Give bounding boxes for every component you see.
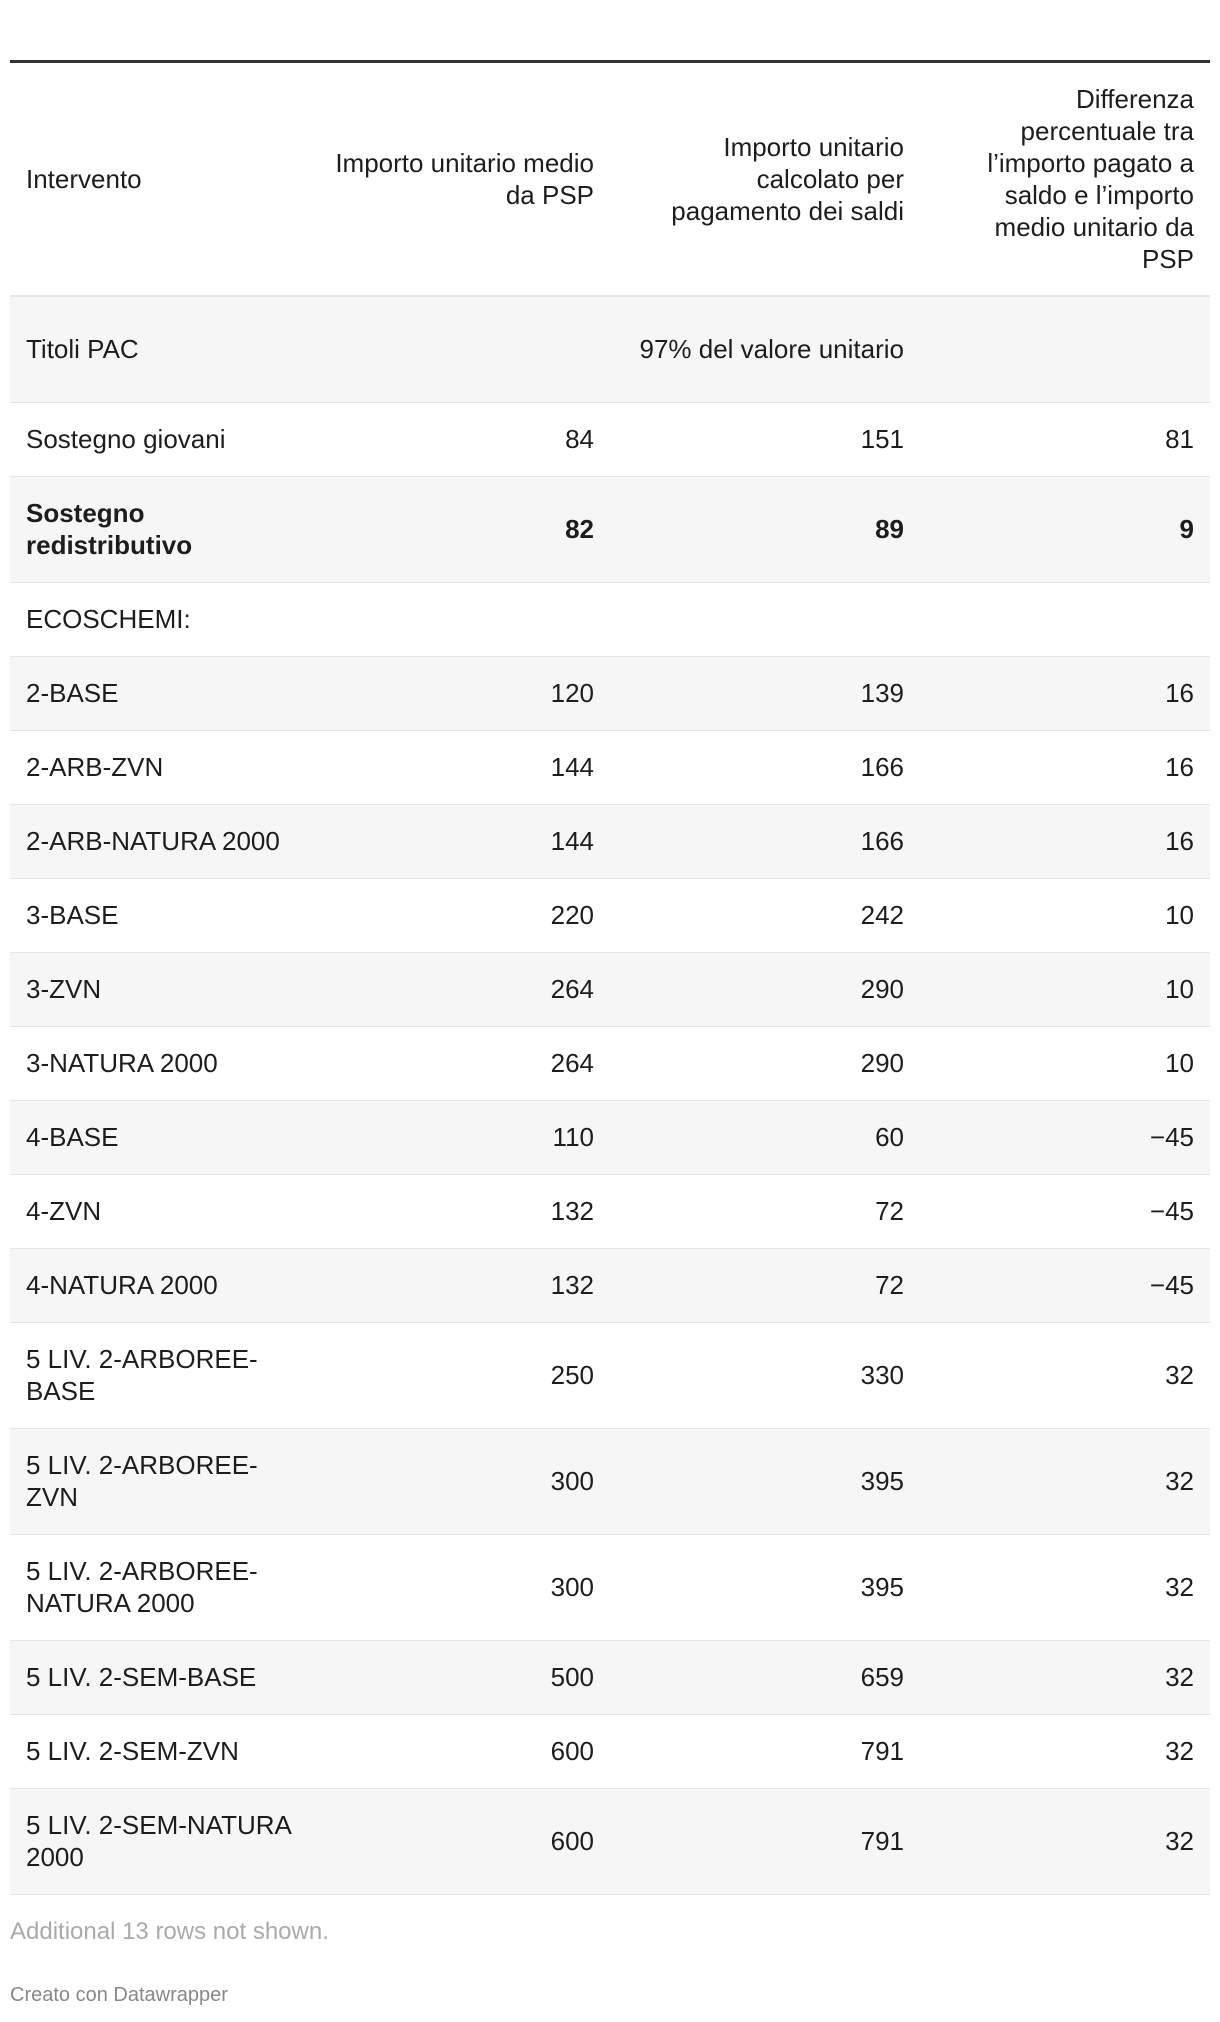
cell-intervento: 5 LIV. 2-SEM-BASE — [10, 1640, 310, 1714]
cell-importo-medio: 600 — [310, 1788, 610, 1894]
cell-differenza: 32 — [920, 1640, 1210, 1714]
table-header — [10, 63, 1210, 296]
cell-importo-saldi: 89 — [610, 476, 920, 582]
header-importo-saldi[interactable]: Importo unitario calcolato per pagamento dei saldi — [610, 63, 920, 296]
cell-importo-saldi: 791 — [610, 1788, 920, 1894]
cell-importo-saldi: 139 — [610, 656, 920, 730]
cell-importo-medio: 300 — [310, 1534, 610, 1640]
cell-intervento: 2-ARB-ZVN — [10, 730, 310, 804]
cell-differenza: −45 — [920, 1100, 1210, 1174]
header-row — [10, 63, 1210, 296]
cell-importo-saldi: 395 — [610, 1534, 920, 1640]
table-row — [10, 1100, 1210, 1174]
cell-importo-saldi: 791 — [610, 1714, 920, 1788]
cell-differenza — [920, 296, 1210, 402]
table-row — [10, 952, 1210, 1026]
cell-differenza: 32 — [920, 1534, 1210, 1640]
header-intervento[interactable]: Intervento — [10, 63, 310, 296]
table-row — [10, 1248, 1210, 1322]
cell-importo-medio: 300 — [310, 1428, 610, 1534]
cell-importo-medio: 110 — [310, 1100, 610, 1174]
cell-intervento: Titoli PAC — [10, 296, 310, 402]
table-row — [10, 656, 1210, 730]
cell-intervento: 2-ARB-NATURA 2000 — [10, 804, 310, 878]
cell-differenza: 32 — [920, 1428, 1210, 1534]
cell-intervento: 3-NATURA 2000 — [10, 1026, 310, 1100]
table-body — [10, 296, 1210, 1894]
cell-importo-medio: 120 — [310, 656, 610, 730]
rows-not-shown-note: Additional 13 rows not shown. — [10, 1918, 329, 1945]
cell-intervento: 3-ZVN — [10, 952, 310, 1026]
cell-importo-saldi: 151 — [610, 402, 920, 476]
cell-importo-medio: 82 — [310, 476, 610, 582]
cell-importo-medio — [310, 582, 610, 656]
datawrapper-credit: Creato con Datawrapper — [10, 1984, 228, 2006]
table-row — [10, 1788, 1210, 1894]
cell-intervento: 3-BASE — [10, 878, 310, 952]
cell-importo-saldi: 166 — [610, 730, 920, 804]
cell-differenza: 16 — [920, 730, 1210, 804]
cell-intervento: 5 LIV. 2-SEM-NATURA 2000 — [10, 1788, 310, 1894]
cell-importo-saldi: 330 — [610, 1322, 920, 1428]
cell-importo-saldi: 290 — [610, 952, 920, 1026]
table-row — [10, 804, 1210, 878]
cell-importo-medio: 132 — [310, 1174, 610, 1248]
cell-intervento: 4-BASE — [10, 1100, 310, 1174]
cell-intervento: 4-NATURA 2000 — [10, 1248, 310, 1322]
cell-differenza: 16 — [920, 804, 1210, 878]
cell-importo-medio: 144 — [310, 804, 610, 878]
table-row — [10, 582, 1210, 656]
cell-importo-medio: 264 — [310, 1026, 610, 1100]
table-row — [10, 1026, 1210, 1100]
cell-differenza: 10 — [920, 1026, 1210, 1100]
table-row — [10, 1428, 1210, 1534]
cell-importo-medio: 264 — [310, 952, 610, 1026]
cell-importo-medio: 220 — [310, 878, 610, 952]
header-importo-medio-psp[interactable]: Importo unitario medio da PSP — [310, 63, 610, 296]
table-row — [10, 296, 1210, 402]
table-row — [10, 1174, 1210, 1248]
cell-differenza: 32 — [920, 1788, 1210, 1894]
table-row — [10, 1322, 1210, 1428]
cell-differenza: 10 — [920, 952, 1210, 1026]
cell-intervento: ECOSCHEMI: — [10, 582, 310, 656]
cell-intervento: Sostegno giovani — [10, 402, 310, 476]
cell-differenza: 32 — [920, 1322, 1210, 1428]
cell-differenza: −45 — [920, 1248, 1210, 1322]
cell-importo-saldi: 60 — [610, 1100, 920, 1174]
cell-differenza: 9 — [920, 476, 1210, 582]
cell-intervento: 5 LIV. 2-ARBOREE-NATURA 2000 — [10, 1534, 310, 1640]
table-row — [10, 476, 1210, 582]
table-row — [10, 1640, 1210, 1714]
cell-importo-saldi: 395 — [610, 1428, 920, 1534]
cell-importo-saldi — [610, 582, 920, 656]
cell-importo-medio: 132 — [310, 1248, 610, 1322]
cell-importo-medio: 600 — [310, 1714, 610, 1788]
cell-differenza: 16 — [920, 656, 1210, 730]
cell-importo-saldi: 290 — [610, 1026, 920, 1100]
cell-importo-saldi: 72 — [610, 1174, 920, 1248]
cell-importo-medio: 250 — [310, 1322, 610, 1428]
table-row — [10, 878, 1210, 952]
cell-intervento: 5 LIV. 2-ARBOREE-ZVN — [10, 1428, 310, 1534]
cell-importo-medio: 84 — [310, 402, 610, 476]
table-row — [10, 730, 1210, 804]
table-row — [10, 1714, 1210, 1788]
cell-importo-medio — [310, 296, 610, 402]
table-row — [10, 1534, 1210, 1640]
cell-differenza: −45 — [920, 1174, 1210, 1248]
cell-importo-saldi: 72 — [610, 1248, 920, 1322]
cell-importo-saldi: 166 — [610, 804, 920, 878]
cell-intervento: 2-BASE — [10, 656, 310, 730]
cell-differenza: 32 — [920, 1714, 1210, 1788]
cell-importo-medio: 500 — [310, 1640, 610, 1714]
cell-importo-saldi: 242 — [610, 878, 920, 952]
cell-importo-saldi: 97% del valore unitario — [610, 296, 920, 402]
cell-differenza: 81 — [920, 402, 1210, 476]
header-differenza-percentuale[interactable]: Differenza percentuale tra l’importo pagato a saldo e l’importo medio unitario da PSP — [920, 63, 1210, 296]
table-row — [10, 402, 1210, 476]
cell-differenza: 10 — [920, 878, 1210, 952]
cell-intervento: Sostegno redistributivo — [10, 476, 310, 582]
cell-importo-saldi: 659 — [610, 1640, 920, 1714]
cell-intervento: 4-ZVN — [10, 1174, 310, 1248]
cell-intervento: 5 LIV. 2-SEM-ZVN — [10, 1714, 310, 1788]
cell-intervento: 5 LIV. 2-ARBOREE-BASE — [10, 1322, 310, 1428]
data-table — [10, 63, 1210, 1895]
cell-importo-medio: 144 — [310, 730, 610, 804]
cell-differenza — [920, 582, 1210, 656]
